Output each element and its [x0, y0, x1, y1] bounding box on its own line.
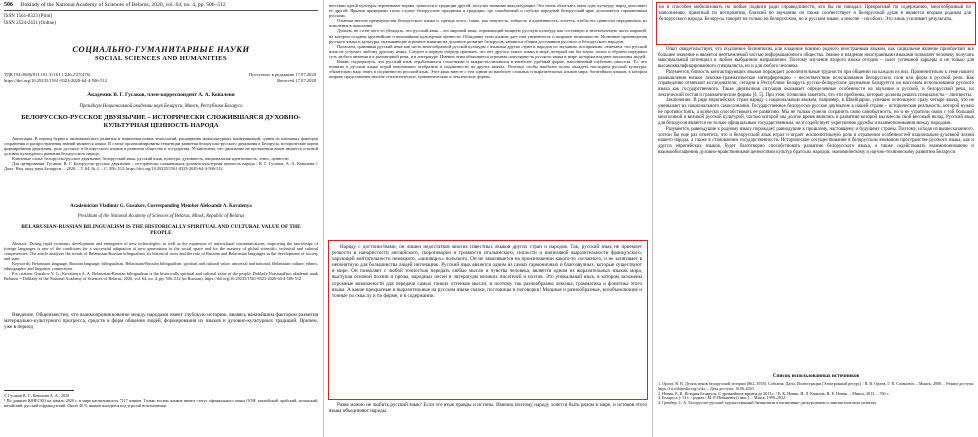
page-number: 506 [4, 2, 13, 8]
journal-page-left [0, 0, 322, 437]
authors-en: Academician Vladimir G. Gusakov, Corresponding Member Aleksandr A. Kovalenya [70, 204, 252, 209]
section-title-en: SOCIAL SCIENCES AND HUMANITIES [94, 55, 227, 62]
annotation-ru-block [4, 136, 318, 171]
highlighted-paragraph: Наряду с достоинствами, он лишен недостатков многих известных языков других стран и народов. Так, русский язык не приемлет резкости и напористости английского, скороговорки и громкости итальянского, сиплости и шепелявой выразительности французского, чарующей мечтательности немецкого, «шипящих» польского. Он не заваливается на произношении какого-то согласного, и не затягивает в непонятную для большинства людей интонацию. Русский язык является одним из самых гармоничных и благозвучных, которые существуют в мире. Он позволяет с любой точностью передать любые мысли и чувства человека, является одним из выразительных языков мира, выступая основой поэзии и прозы, народных песен и литературы великих писателей и поэтов. Это уникальный язык, в котором заложены огромные возможности для передачи самых тонких оттенков мысли, и поэтому так разнообразны лексика, грамматика и фонетика этого языка. А какие прекрасные и выразительные на русском языке сказки, пословицы и поговорки! Мощные и разнообразные, всеобъемлющие и точные по смыслу и по форме, и в содержании. [332, 244, 642, 299]
page2-top-paragraph: ветствии одной культуры перенимают нормы, ценности и традиции другой, получил название аккультурации. Это очень облегчает, имея одну культуру, народ дополняет ее другой. Яркими примерами этому служат белорусские праздники и традиции, где самобытный и глубоко народный белорусский ярко дополняется гармоничным русским. [329, 3, 647, 19]
reference-1: 1. Орлов, В. В. Десять веков белорусской истории (862–1918): События. Даты. Иллюстрации [Электронный ресурс] / В. В. Орлов, Г. В. Сагановіч. – Минск, 2000. – Режим доступа: https://ru.wikipedia.org/wiki. – Дата доступа: 10.06.2020. [658, 381, 974, 391]
header-rule [4, 10, 318, 11]
journal-page-middle [325, 0, 651, 437]
introduction-block [4, 312, 318, 331]
article-title-en: BELARUSIAN-RUSSIAN BILINGUALISM IS THE HISTORICALLY SPIRITUAL AND CULTURAL VALUE OF THE PEOPLE [21, 224, 301, 237]
journal-page-right [654, 0, 978, 437]
page2-paragraph-b: Думаем, не стоит кого-то убеждать, что русский язык – это мировой язык, отражающий мощную русскую культуру как составную и неотъемлемую часть мировой, на котором созданы крупнейшие и величайшие культурные ценности. Обладание этим языком дает нам уверенность и широкие возможности. Истинные произведения русского языка и культуры, оказывающие огромное влияние на духовное развитие белорусов, являются общим достоянием русского и белорусского народов. [329, 28, 647, 44]
footnote-rule [4, 390, 74, 391]
abstract-en: Abstract. During rapid economic development and emergence of new technologies, as well as the expansion of intercultural communications, improving the knowledge of foreign languages is one of the conditions for a successful adaptation of new generations in the social space and for the mastery of global scientific, technical and cultural competencies. The article analyzes the trends of Belarusian-Russian bilingualism, its historical roots and the role of Russian and Belarusian languages in the development of society and state. [4, 241, 318, 261]
reference-4: 4. Грамбер, С. А. Белорусско-русский художественный билингвизм в когнитивно-дискурсивном и лингвистическом аспектах. [658, 400, 878, 406]
received-ru: Поступило в редакцию 17.07.2020 [248, 72, 316, 77]
page2-paragraph-c: Полагаем, сравнивая русский язык как часть многообразной русской культуры с языками других стран и народов по звучанию, восприятию, отмечаем, что русский язык не уступает любому другому языку. Следует в первую очередь признать, что нет другого такого языка в мире, который так бы точно, полно и образно передавал суть любого явления и в разговорной речи, и в литературе. Именно этим объясняется огромная популярность русского языка в мире, которым владеют миллионы людей. [329, 43, 647, 59]
issn-online: ISSN 2524-2431 (Online) [4, 21, 56, 26]
references-heading: Список использованных источников [772, 373, 860, 379]
issn-print: ISSN 1561-8323 (Print) [4, 14, 53, 19]
footnotes [4, 394, 318, 408]
reference-3: 3. Беларусь у 13 т. / рэдкал.: М. Р. Пілінкевіч [і інш.]. – Мінск, 1999–2012. [658, 395, 787, 401]
footnote-1: ¹ По данным ЮНЕСКО на начало 2020 г. в мире насчитывалось 7117 языков. Только восемь языков имеют статус официального языка ООН: английский, арабский, испанский, китайский, русский и французский. Около 40 % языков находятся под угрозой исчезновения. [4, 397, 318, 408]
journal-citation-header: Doklady of the National Academy of Sciences of Belarus, 2020, vol. 64, no. 4, pp. 506–512 [20, 2, 226, 8]
page2-bottom-paragraph: Разве можно не любить русский язык? Если это язык правды и истины. Именно поэтому народу хочется быть рядом в мире, и истоков этого языка объединяют народы. [329, 402, 647, 415]
abstract-en-block [4, 241, 318, 281]
page2-bottom-text [329, 402, 647, 414]
highlighted-top-paragraph: но и способен мобилизовать на любые подвиги ради справедливости, кто бы ни нападал. Прекрасный по содержанию, многообразный по наполнению, приятный по восприятию, близкий по звучанию он также соответствует и белорусской душе и является вторым родным для белорусского народа. Белорусы говорят не только на белорусском, но и русском языке, а многие – на обоих. Это лишь усиливает результаты. [659, 5, 971, 22]
page2-paragraph-d: Важно подчеркнуть, что русский язык отрабатывался столетиями и выкристаллизовался в наиболее удобный форме, наполненный глубоким смыслом. То, что понятно в русском языке порой невозможно отобразить в подлинности на других языках. Поэтому, чтобы наиболее полно овладеть наследием русской культуры, обязательно надо знать в подлинности русский язык. Этот язык вместе с тем одним из наиболее сложных и выразительных языков мира, богатейших языков, в котором широко представлены многие стилистические, грамматические и лексические формы. [329, 59, 647, 80]
introduction-paragraph: Введение. Общеизвестно, что взаимопроникновение между народами имеет глубокую историю, являясь важнейшим фактором развития материально-культурного прогресса, средств и форм общения людей, формирования их языков и духовно-культурных традиций. Причем, уже в период [4, 312, 318, 331]
highlighted-passage-right [659, 5, 971, 22]
conclusion-paragraph: Заключение. В ряде европейских стран наряду с национальным языком, например, в Швейцарии, успешно используют сразу четыре языка, что не уменьшает их национального самосознания. Государственное белорусско-русское двуязычие в нашей стране – историческая реальность, которой нужно не противостоять, а всячески способствовать ее развитию. Мы не только сумели сохранить свою самобытность, но и не утратили связи с той большой многоликой и великой русской культурой, частью которой мы долгое время являлись и развитию которой мы внесли свой весомый вклад. Русский язык для белорусов является не только официальным государственным, но и содействует укреплению дружбы и взаимопонимания между народами. [658, 98, 974, 127]
section-title-ru: СОЦИАЛЬНО-ГУМАНИТАРНЫЕ НАУКИ [72, 44, 250, 54]
page3-paragraph-a: Опыт свидетельствует, что подлинное билингвизм, или владение помимо родного иностранным языком, как социальное явление приобретает все большее значение и является неотъемлемой частью информационного общества. Знание и владение иностранными языками позволяет человеку получать максимальный потенциал в любом выбранном направлении. Поэтому изучение второго языка сегодня – залог успешной карьеры и не только для высококвалифицированного специалиста, но и для любого человека. [658, 47, 974, 70]
udk-code: УДК [94+008](811.161.3+161.1'246.2'27(476) [4, 72, 91, 77]
doi-line [4, 78, 320, 84]
copyright-note: © Гусаков В. Г., Коваленя А. А., 2020 [4, 393, 70, 398]
citation-en: For citation: Gusakov V. G., Kovalenya A. A. Belarusian-Russian bilingualism is the historically spiritual and cultural value of the people. Doklady Natsional'noi akademii nauk Belarusi = Doklady of the National Academy of Sciences of Belarus, 2020, vol. 64, no. 4, pp. 506–512 (in Russian). https://doi.org/10.29235/1561-8323-2020-64-4-506-512 [4, 271, 318, 281]
running-header [4, 2, 320, 9]
affiliation-ru: Президиум Национальной академии наук Беларуси, Минск, Республика Беларусь [79, 104, 243, 109]
reference-2: 2. Новик, Е. К. История Беларуси. С древнейших времен до 2013 г. / Е. К. Новик, И. Л. Качалов, Н. Е. Новик. – Минск, 2013. – 760 с. [658, 390, 890, 396]
conclusion-paragraph-b: Разумеется, равнодушие к родному языку порождает равнодушие к прошлому, настоящему и будущему страны. Поэтому, исходя из вышесказанного, хотели бы еще раз отметить, что и белорусский язык играл и играет исключительную роль в отражении особенностей национально-духовной жизни нашего народа, а также в становлении государственности. Историческое сосуществование в белорусском языковом пространстве русского языка, как и других европейских языков, будет благотворно способствовать развитию белорусского языка, а также содействовать взаимопониманию и взаимообогащению духовно-нравственными ценностями культур братских народов, экономическому и научно-техническому развитию Беларуси. [658, 126, 974, 155]
doi-link[interactable]: https://doi.org/10.29235/1561-8323-2020-64-4-506-512 [4, 78, 108, 83]
page-separator [323, 0, 324, 437]
page3-body [658, 47, 974, 155]
keywords-ru: Ключевые слова: белорусско-русское двуязычие, белорусский язык, русский язык, культура, духовность, национальная идентичность, этнос, ценности [12, 156, 289, 161]
references-section [658, 374, 974, 406]
annotation-ru: Аннотация. В период бурного экономического развития и появления новых технологий, расширения межкультурных коммуникаций, одним из ключевых факторов сохранения и распространения знаний являются языки. В статье проанализированы тенденции развития белорусско-русского двуязычия в Беларуси, исторические корни формирования двуязычия, роль русского и белорусского языков в развитии общества и государства. Установлено, что двуязычие на протяжении веков является основой духовно-культурного развития белорусского народа. [4, 136, 318, 156]
page2-upper-text [329, 3, 647, 79]
page-separator-2 [652, 0, 653, 437]
page3-paragraph-b: Разумеется, близость контактирующих языков порождает дополнительные трудности при общении на каждом из них. Применительно к теме нашего размышления низкое лексико-грамматическое интерференцию – несоответствие использования белорусских слов или форм в русской речи. Как справедливо отмечают исследователи, сегодня в Республике Беларусь русско-белорусское двуязычие базируется на массовом использовании русского языка как государственного. Такая двуязычная ситуация оказывает определенные особенности на звучание и русской, и белорусской речи, их лексический состав и грамматические формы [4, 5]. При этом, позволим заметить, что эти проблемы, которые должны решать специалисты – лингвисты. [658, 69, 974, 98]
highlighted-passage-middle [332, 244, 642, 299]
affiliation-en: Presidium of the National Academy of Sciences of Belarus, Minsk, Republic of Belarus [77, 214, 245, 219]
authors-ru: Академик В. Г. Гусаков, член-корреспондент А. А. Коваленя [87, 92, 235, 98]
citation-ru: Для цитирования: Гусаков, В. Г. Белорусско-русское двуязычие – исторически сложившаяся духовно-культурная ценность народа / В. Г. Гусаков, А. А. Коваленя // Докл. Нац. акад. наук Беларуси. – 2020. – Т. 64, № 4. – С. 506–512. https://doi.org/10.29235/1561-8323-2020-64-4-506-512 [4, 161, 318, 171]
received-en: Received 17.07.2020 [277, 78, 316, 83]
keywords-en: Keywords: Belarusian language, Russian language, bilingualism, Belarusian-Russian bilingualism, spiritual and cultural value, universal and national, Belarusian culture, ethnos, ethnographic and linguistic connections [4, 261, 318, 271]
udk-line [4, 72, 320, 78]
article-title-ru: БЕЛОРУССКО-РУССКОЕ ДВУЯЗЫЧИЕ – ИСТОРИЧЕСКИ СЛОЖИВШАЯСЯ ДУХОВНО-КУЛЬТУРНАЯ ЦЕННОСТЬ НАРОДА [21, 114, 301, 129]
page2-paragraph-a: Отмечая многие преимущества белорусского языка и, прежде всего, такие, как певучесть, гибкость и адаптивность, хочется, чтобы его ценности передавались из поколения в поколение. [329, 18, 647, 29]
